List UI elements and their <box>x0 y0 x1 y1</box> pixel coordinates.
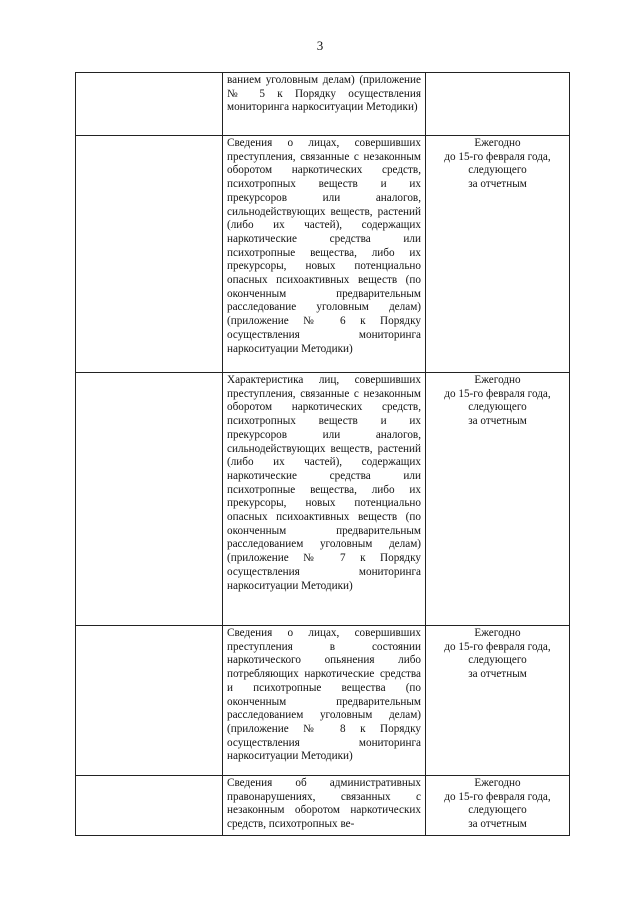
table-row <box>76 373 570 626</box>
monitoring-table <box>75 72 570 836</box>
deadline-frequency: Ежегодно <box>474 374 521 386</box>
page-number: 3 <box>316 38 324 53</box>
deadline-period: за отчетным <box>468 668 527 681</box>
deadline-date: до 15-го февраля года, <box>444 640 551 653</box>
deadline-cell <box>426 626 570 776</box>
deadline-cell <box>426 136 570 373</box>
description-cell: Сведения о лицах, совершивших преступления в состоянии наркотического опьянения либо потребляющих наркотические средства и психотропные вещества (по оконченным предварительным расследованием уголовным делам) (приложение № 8 к Порядку осуществления мониторинга наркоситуации Методики) <box>223 626 426 776</box>
empty-cell <box>76 626 223 776</box>
deadline-date: до 15-го февраля года, <box>444 150 551 163</box>
empty-cell <box>76 136 223 373</box>
deadline-following: следующего <box>468 164 527 177</box>
description-cell: Сведения об административных правонарушениях, связанных с незаконным оборотом наркотических средств, психотропных ве- <box>223 776 426 836</box>
deadline-frequency: Ежегодно <box>474 137 521 149</box>
description-cell: Характеристика лиц, совершивших преступления, связанные с незаконным оборотом наркотических средств, психотропных веществ и их прекурсоров или аналогов, сильнодействующих веществ, растений (либо их частей), содержащих наркотические средства или психотропные вещества, либо их прекурсоры, новых потенциально опасных психоактивных веществ (по оконченным предварительным расследованием уголовным делам) (приложение № 7 к Порядку осуществления мониторинга наркоситуации Методики) <box>223 373 426 626</box>
description-cell: Сведения о лицах, совершивших преступления, связанные с незаконным оборотом наркотических средств, психотропных веществ и их прекурсоров или аналогов, сильнодействующих веществ, растений (либо их частей), содержащих наркотические средства или психотропные вещества, либо их прекурсоры, новых потенциально опасных психоактивных веществ (по оконченным предварительным расследование уголовным делам) (приложение № 6 к Порядку осуществления мониторинга наркоситуации Методики) <box>223 136 426 373</box>
deadline-date: до 15-го февраля года, <box>444 387 551 400</box>
deadline-frequency: Ежегодно <box>474 627 521 639</box>
empty-cell <box>76 776 223 836</box>
deadline-cell <box>426 776 570 836</box>
empty-cell <box>76 373 223 626</box>
deadline-following: следующего <box>468 401 527 414</box>
table-row <box>76 136 570 373</box>
deadline-cell <box>426 73 570 136</box>
deadline-period: за отчетным <box>468 415 527 428</box>
deadline-following: следующего <box>468 654 527 667</box>
deadline-frequency: Ежегодно <box>474 777 521 789</box>
deadline-cell <box>426 373 570 626</box>
deadline-following: следующего <box>468 804 527 817</box>
deadline-period: за отчетным <box>468 178 527 191</box>
description-cell: ванием уголовным делам) (приложение № 5 к Порядку осуществления мониторинга наркоситуации Методики) <box>223 73 426 136</box>
deadline-date: до 15-го февраля года, <box>444 790 551 803</box>
table-row <box>76 73 570 136</box>
deadline-period: за отчетным <box>468 818 527 831</box>
empty-cell <box>76 73 223 136</box>
table-row <box>76 776 570 836</box>
table-row <box>76 626 570 776</box>
